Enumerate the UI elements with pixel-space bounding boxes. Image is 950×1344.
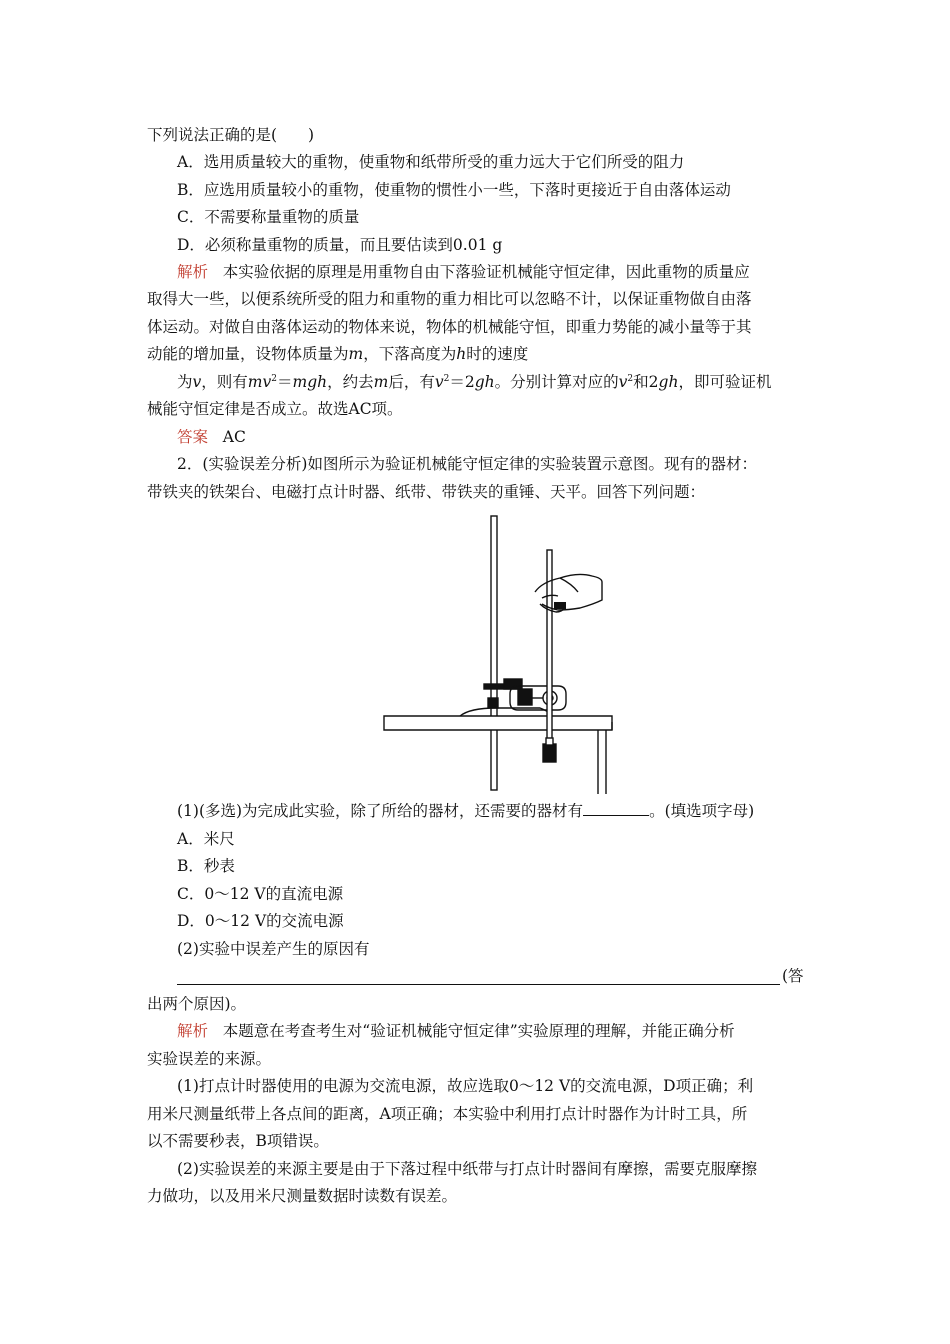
q2-a1-line-3: 以不需要秒表，B项错误。 (147, 1132, 329, 1150)
bench-top (384, 716, 612, 730)
q1-option-d: D．必须称量重物的质量，而且要估读到0.01 g (177, 236, 503, 254)
q2-part2-stem: (2)实验中误差产生的原因有 (177, 940, 370, 958)
q2-analysis-line-1: 解析 本题意在考查考生对“验证机械能守恒定律”实验原理的理解，并能正确分析 (177, 1022, 735, 1040)
q1-analysis-line-4: 动能的增加量，设物体质量为m，下落高度为h时的速度 (147, 345, 529, 363)
q2-part1-option-c: C．0～12 V的直流电源 (177, 885, 344, 903)
q1-option-a: A．选用质量较大的重物，使重物和纸带所受的重力远大于它们所受的阻力 (177, 153, 685, 171)
q2-part1-option-b: B．秒表 (177, 857, 235, 875)
q2-analysis-label: 解析 (177, 1022, 209, 1040)
paper-tape (547, 550, 552, 744)
q2-part1-blank[interactable] (583, 801, 649, 816)
q1-option-b: B．应选用质量较小的重物，使重物的惯性小一些，下落时更接近于自由落体运动 (177, 181, 731, 199)
q1-answer-label: 答案 (177, 428, 209, 446)
timer-magnet (518, 689, 532, 705)
q2-part1-stem: (1)(多选)为完成此实验，除了所给的器材，还需要的器材有 。(填选项字母) (177, 802, 755, 820)
q2-part2-tail: (答 (782, 967, 804, 985)
q2-intro-line-1: 2．(实验误差分析)如图所示为验证机械能守恒定律的实验装置示意图。现有的器材： (177, 455, 757, 473)
q2-intro-line-2: 带铁夹的铁架台、电磁打点计时器、纸带、带铁夹的重锤、天平。回答下列问题： (147, 483, 706, 501)
q2-part1-option-d: D．0～12 V的交流电源 (177, 912, 344, 930)
clamp-block (488, 698, 498, 708)
q1-stem: 下列说法正确的是( ) (147, 126, 315, 144)
q1-analysis-line-6: 械能守恒定律是否成立。故选AC项。 (147, 400, 403, 418)
q1-answer-value: AC (222, 428, 246, 446)
q2-part1-option-a: A．米尺 (177, 830, 235, 848)
q2-analysis-line-2: 实验误差的来源。 (147, 1050, 272, 1068)
q2-a1-line-2: 用米尺测量纸带上各点间的距离，A项正确；本实验中利用打点计时器作为计时工具，所 (147, 1105, 748, 1123)
q1-analysis-line-5: 为v，则有$mv^2=mgh$，约去m后，有$v^2=2gh$。分别计算对应的$v^2$和2gh，即可验证机 (177, 373, 772, 391)
heavy-weight (543, 744, 556, 762)
q2-part2-blank[interactable] (177, 984, 780, 985)
q1-option-c: C．不需要称量重物的质量 (177, 208, 360, 226)
q1-answer (177, 426, 246, 448)
q2-a1-line-1: (1)打点计时器使用的电源为交流电源，故应选取0～12 V的交流电源，D项正确；利 (177, 1077, 754, 1095)
apparatus-figure (380, 512, 620, 794)
q1-analysis-line-1: 解析 本实验依据的原理是用重物自由下落验证机械能守恒定律，因此重物的质量应 (177, 263, 750, 281)
q1-analysis-line-3: 体运动。对做自由落体运动的物体来说，物体的机械能守恒，即重力势能的减小量等于其 (147, 318, 752, 336)
q2-part2-tail-2: 出两个原因)。 (147, 995, 247, 1013)
hand (535, 574, 602, 610)
q2-a2-line-1: (2)实验误差的来源主要是由于下落过程中纸带与打点计时器间有摩擦，需要克服摩擦 (177, 1160, 757, 1178)
q1-analysis-label: 解析 (177, 263, 209, 281)
stand-rod (491, 516, 497, 790)
q1-analysis-line-2: 取得大一些，以便系统所受的阻力和重物的重力相比可以忽略不计，以保证重物做自由落 (147, 290, 752, 308)
q2-a2-line-2: 力做功，以及用米尺测量数据时读数有误差。 (147, 1187, 458, 1205)
